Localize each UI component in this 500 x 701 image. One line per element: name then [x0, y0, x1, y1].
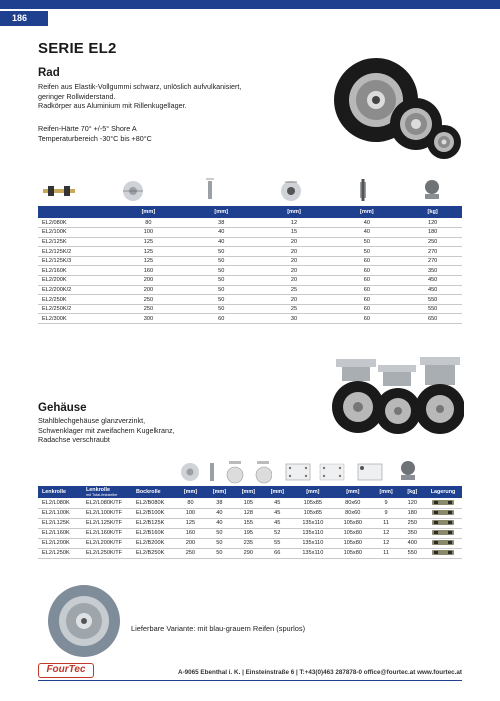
- value-cell: 250: [176, 548, 205, 558]
- bearing-type-cell: [424, 548, 462, 558]
- value-cell: 25: [258, 285, 331, 295]
- value-cell: 290: [234, 548, 263, 558]
- table-row: [38, 304, 462, 314]
- value-cell: 20: [258, 276, 331, 286]
- table1-header-cell: [kg]: [403, 206, 462, 218]
- article-number-cell: EL2/B160K: [132, 528, 176, 538]
- wheel-product-image: [318, 56, 468, 162]
- table2-header-unit: [mm]: [292, 486, 334, 498]
- table-row: [38, 498, 462, 508]
- hole-diameter-icon: [357, 463, 383, 481]
- value-cell: 45: [263, 498, 292, 508]
- table-row: [38, 256, 462, 266]
- value-cell: 12: [372, 528, 401, 538]
- bearing-type-cell: [424, 508, 462, 518]
- page-number: 186: [0, 11, 48, 26]
- wheel-width-icon: [205, 178, 215, 202]
- castor-product-image: [328, 355, 464, 437]
- gehaeuse-desc-line: Radachse verschraubt: [38, 435, 110, 445]
- table-row: [38, 266, 462, 276]
- value-cell: 125: [112, 247, 185, 257]
- value-cell: 40: [185, 237, 258, 247]
- table-row: [38, 247, 462, 257]
- article-number-cell: EL2/L250K: [38, 548, 82, 558]
- table1-header-cell: [38, 206, 112, 218]
- load-weight-icon: [422, 179, 442, 201]
- table-row: [38, 228, 462, 238]
- article-number-cell: EL2/250K: [38, 295, 112, 305]
- table-row: [38, 518, 462, 528]
- value-cell: 12: [372, 538, 401, 548]
- article-number-cell: EL2/L100K/TF: [82, 508, 132, 518]
- ball-bearing-icon: [432, 520, 454, 525]
- offset-icon: [254, 460, 272, 484]
- value-cell: 20: [258, 256, 331, 266]
- value-cell: 135x110: [292, 528, 334, 538]
- value-cell: 250: [403, 237, 462, 247]
- rad-heading: Rad: [38, 67, 60, 79]
- article-number-cell: EL2/L200K: [38, 538, 82, 548]
- ball-bearing-icon: [432, 500, 454, 505]
- table1-header-cell: [mm]: [330, 206, 403, 218]
- top-bar: [0, 0, 500, 9]
- value-cell: 12: [258, 218, 331, 228]
- article-number-cell: EL2/B200K: [132, 538, 176, 548]
- bearing-type-cell: [424, 518, 462, 528]
- value-cell: 135x110: [292, 538, 334, 548]
- article-number-cell: EL2/080K: [38, 218, 112, 228]
- overall-height-icon: [226, 460, 244, 484]
- article-number-cell: EL2/B250K: [132, 548, 176, 558]
- table1-header-row: [38, 206, 462, 218]
- value-cell: 50: [185, 304, 258, 314]
- value-cell: 105: [234, 498, 263, 508]
- table1-header-cell: [mm]: [112, 206, 185, 218]
- ball-bearing-icon: [432, 530, 454, 535]
- value-cell: 450: [403, 276, 462, 286]
- value-cell: 250: [112, 295, 185, 305]
- value-cell: 40: [330, 228, 403, 238]
- value-cell: 105x80: [334, 528, 372, 538]
- value-cell: 9: [372, 508, 401, 518]
- value-cell: 180: [403, 228, 462, 238]
- ball-bearing-icon: [432, 550, 454, 555]
- article-number-cell: EL2/L100K: [38, 508, 82, 518]
- value-cell: 105x80: [334, 538, 372, 548]
- value-cell: 80x60: [334, 498, 372, 508]
- value-cell: 38: [185, 218, 258, 228]
- bearing-type-cell: [424, 498, 462, 508]
- value-cell: 200: [176, 538, 205, 548]
- table2-header-row: [38, 486, 462, 498]
- value-cell: 40: [205, 508, 234, 518]
- wheel-diameter-icon: [122, 180, 144, 202]
- value-cell: 60: [330, 266, 403, 276]
- value-cell: 20: [258, 295, 331, 305]
- article-number-cell: EL2/L250K/TF: [82, 548, 132, 558]
- article-number-cell: EL2/L080K: [38, 498, 82, 508]
- table2-header-unit: [mm]: [263, 486, 292, 498]
- article-number-cell: EL2/B125K: [132, 518, 176, 528]
- variant-caption: Lieferbare Variante: mit blau-grauem Reifen (spurlos): [131, 624, 306, 633]
- value-cell: 45: [263, 508, 292, 518]
- wheel-diameter-icon: [180, 462, 200, 482]
- header-lenkrolle-tf-sublabel: mit Total-feststeller: [86, 493, 118, 497]
- value-cell: 135x110: [292, 518, 334, 528]
- hub-length-icon: [358, 178, 368, 202]
- table-row: [38, 548, 462, 558]
- value-cell: 550: [403, 295, 462, 305]
- article-number-cell: EL2/100K: [38, 228, 112, 238]
- value-cell: 60: [330, 256, 403, 266]
- value-cell: 235: [234, 538, 263, 548]
- value-cell: 120: [403, 218, 462, 228]
- table2-header-unit: [mm]: [234, 486, 263, 498]
- value-cell: 60: [330, 295, 403, 305]
- load-weight-icon: [398, 460, 418, 482]
- table-row: [38, 276, 462, 286]
- value-cell: 155: [234, 518, 263, 528]
- wheel-width-icon: [207, 460, 217, 484]
- footer-address: A-9065 Ebenthal i. K. | Einsteinstraße 6 | T:+43(0)463 287878-0 office@fourtec.at www.fourtec.at: [178, 669, 462, 676]
- value-cell: 60: [330, 314, 403, 324]
- article-number-cell: EL2/200K/2: [38, 285, 112, 295]
- rad-spec-line: Temperaturbereich -30°C bis +80°C: [38, 133, 152, 143]
- table2-header-unit: [kg]: [401, 486, 424, 498]
- rad-spec-line: Reifen-Härte 70° +/-5° Shore A: [38, 124, 137, 133]
- value-cell: 195: [234, 528, 263, 538]
- article-number-cell: EL2/125K/2: [38, 247, 112, 257]
- value-cell: 270: [403, 256, 462, 266]
- value-cell: 160: [112, 266, 185, 276]
- value-cell: 105x85: [292, 508, 334, 518]
- table-row: [38, 237, 462, 247]
- value-cell: 270: [403, 247, 462, 257]
- value-cell: 160: [176, 528, 205, 538]
- value-cell: 20: [258, 247, 331, 257]
- article-number-cell: EL2/200K: [38, 276, 112, 286]
- value-cell: 50: [205, 538, 234, 548]
- hole-spacing-icon: [319, 463, 345, 481]
- value-cell: 52: [263, 528, 292, 538]
- value-cell: 80x60: [334, 508, 372, 518]
- table2-header-unit: [mm]: [176, 486, 205, 498]
- value-cell: 60: [185, 314, 258, 324]
- value-cell: 120: [401, 498, 424, 508]
- value-cell: 50: [185, 285, 258, 295]
- table2-header-unit: [mm]: [205, 486, 234, 498]
- table-row: [38, 538, 462, 548]
- value-cell: 350: [401, 528, 424, 538]
- bore-diameter-icon: [280, 180, 302, 202]
- value-cell: 20: [258, 237, 331, 247]
- gehaeuse-description: [38, 416, 238, 445]
- table1-header-cell: [mm]: [258, 206, 331, 218]
- table1-header-cell: [mm]: [185, 206, 258, 218]
- bearing-type-cell: [424, 528, 462, 538]
- value-cell: 400: [401, 538, 424, 548]
- value-cell: 15: [258, 228, 331, 238]
- table-row: [38, 295, 462, 305]
- plate-size-icon: [285, 463, 311, 481]
- rad-specs: [38, 124, 278, 143]
- article-number-cell: EL2/125K/3: [38, 256, 112, 266]
- rad-desc-line: geringer Rollwiderstand.: [38, 91, 116, 101]
- value-cell: 550: [403, 304, 462, 314]
- value-cell: 250: [401, 518, 424, 528]
- page-title: SERIE EL2: [38, 40, 117, 57]
- value-cell: 40: [205, 518, 234, 528]
- table2-header-lagerung: Lagerung: [424, 486, 462, 498]
- value-cell: 100: [112, 228, 185, 238]
- bearing-type-cell: [424, 538, 462, 548]
- value-cell: 128: [234, 508, 263, 518]
- value-cell: 50: [330, 237, 403, 247]
- article-number-cell: EL2/160K: [38, 266, 112, 276]
- value-cell: 180: [401, 508, 424, 518]
- value-cell: 80: [112, 218, 185, 228]
- value-cell: 9: [372, 498, 401, 508]
- value-cell: 105x85: [292, 498, 334, 508]
- value-cell: 38: [205, 498, 234, 508]
- value-cell: 250: [112, 304, 185, 314]
- article-number-cell: EL2/L080K/TF: [82, 498, 132, 508]
- value-cell: 60: [330, 285, 403, 295]
- header-lenkrolle-tf-label: Lenkrolle: [86, 487, 110, 493]
- article-number-cell: EL2/125K: [38, 237, 112, 247]
- value-cell: 20: [258, 266, 331, 276]
- value-cell: 50: [205, 528, 234, 538]
- value-cell: 80: [176, 498, 205, 508]
- footer-divider: [38, 680, 462, 681]
- gehaeuse-desc-line: Stahlblechgehäuse glanzverzinkt,: [38, 416, 146, 425]
- value-cell: 40: [330, 218, 403, 228]
- value-cell: 105x80: [334, 518, 372, 528]
- value-cell: 125: [112, 256, 185, 266]
- value-cell: 50: [330, 247, 403, 257]
- value-cell: 450: [403, 285, 462, 295]
- table-row: [38, 314, 462, 324]
- value-cell: 45: [263, 518, 292, 528]
- value-cell: 105x80: [334, 548, 372, 558]
- table2-header-bockrolle: Bockrolle: [132, 486, 176, 498]
- value-cell: 50: [205, 548, 234, 558]
- value-cell: 60: [330, 304, 403, 314]
- table2-header-lenkrolle-tf: [82, 486, 132, 498]
- table2-header-lenkrolle: Lenkrolle: [38, 486, 82, 498]
- value-cell: 50: [185, 276, 258, 286]
- value-cell: 60: [330, 276, 403, 286]
- article-number-cell: EL2/B080K: [132, 498, 176, 508]
- value-cell: 135x110: [292, 548, 334, 558]
- value-cell: 25: [258, 304, 331, 314]
- table-row: [38, 218, 462, 228]
- table-row: [38, 508, 462, 518]
- article-number-cell: EL2/B100K: [132, 508, 176, 518]
- article-number-cell: EL2/L125K: [38, 518, 82, 528]
- value-cell: 300: [112, 314, 185, 324]
- value-cell: 30: [258, 314, 331, 324]
- value-cell: 50: [185, 256, 258, 266]
- value-cell: 50: [185, 295, 258, 305]
- wheel-specs-table: [38, 206, 462, 324]
- rad-desc-line: Radkörper aus Aluminium mit Rillenkugellager.: [38, 101, 187, 111]
- value-cell: 200: [112, 285, 185, 295]
- article-number-cell: EL2/L160K/TF: [82, 528, 132, 538]
- housing-specs-table: [38, 486, 462, 559]
- bearing-assembly-icon: [42, 184, 76, 198]
- value-cell: 650: [403, 314, 462, 324]
- value-cell: 50: [185, 266, 258, 276]
- ball-bearing-icon: [432, 540, 454, 545]
- value-cell: 125: [112, 237, 185, 247]
- article-number-cell: EL2/300K: [38, 314, 112, 324]
- value-cell: 125: [176, 518, 205, 528]
- value-cell: 55: [263, 538, 292, 548]
- value-cell: 11: [372, 518, 401, 528]
- value-cell: 200: [112, 276, 185, 286]
- rad-desc-line: Reifen aus Elastik-Vollgummi schwarz, unlöslich aufvulkanisiert,: [38, 82, 242, 91]
- ball-bearing-icon: [432, 510, 454, 515]
- value-cell: 550: [401, 548, 424, 558]
- article-number-cell: EL2/L125K/TF: [82, 518, 132, 528]
- table-row: [38, 285, 462, 295]
- table2-header-unit: [mm]: [334, 486, 372, 498]
- value-cell: 40: [185, 228, 258, 238]
- value-cell: 11: [372, 548, 401, 558]
- variant-wheel-image: [46, 583, 122, 659]
- value-cell: 100: [176, 508, 205, 518]
- table2-header-unit: [mm]: [372, 486, 401, 498]
- value-cell: 50: [185, 247, 258, 257]
- gehaeuse-heading: Gehäuse: [38, 402, 87, 414]
- article-number-cell: EL2/L160K: [38, 528, 82, 538]
- rad-description: [38, 82, 278, 111]
- gehaeuse-desc-line: Schwenklager mit zweifachem Kugelkranz,: [38, 425, 175, 435]
- article-number-cell: EL2/L200K/TF: [82, 538, 132, 548]
- value-cell: 66: [263, 548, 292, 558]
- table-row: [38, 528, 462, 538]
- fourtec-logo: FourTec: [38, 663, 94, 678]
- article-number-cell: EL2/250K/2: [38, 304, 112, 314]
- value-cell: 350: [403, 266, 462, 276]
